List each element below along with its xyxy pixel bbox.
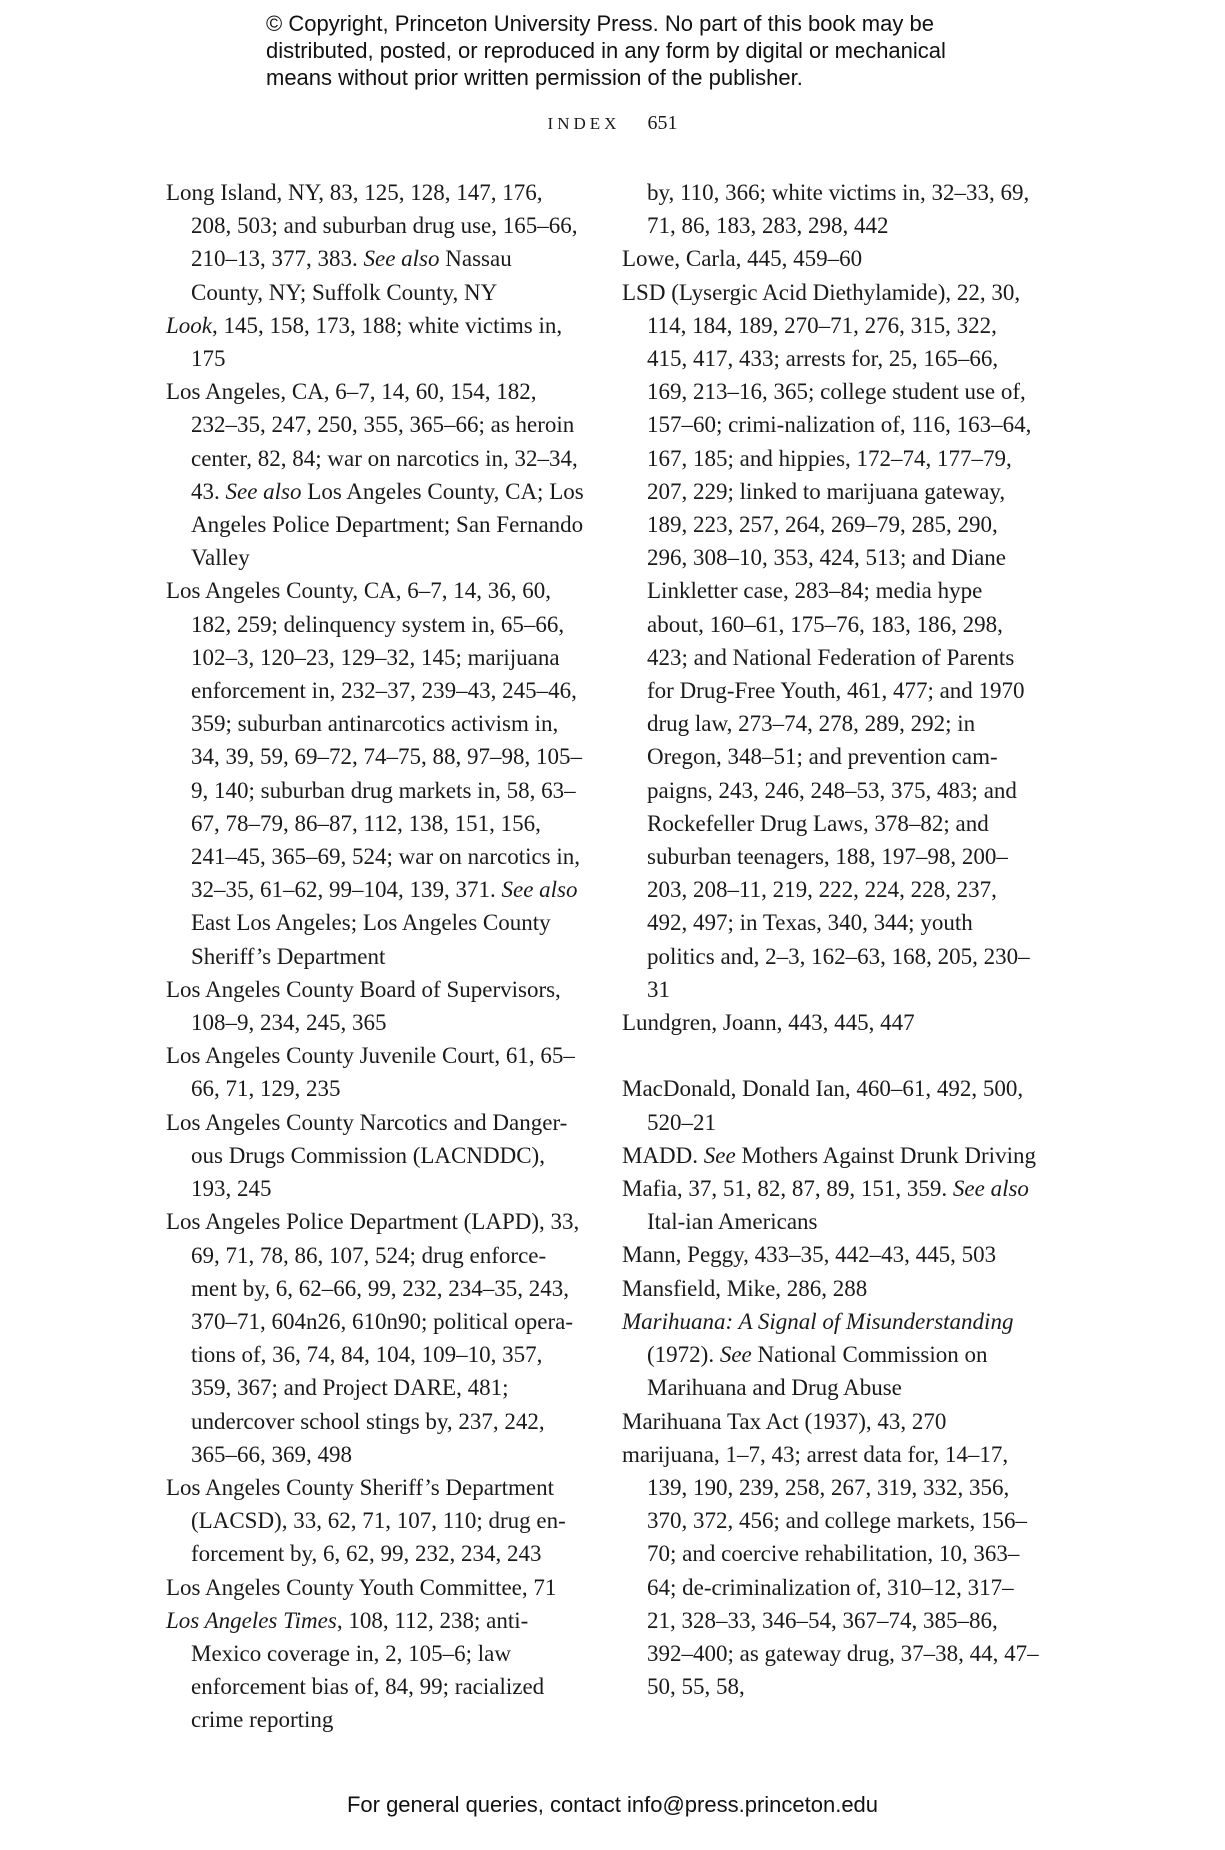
index-entry: Marihuana Tax Act (1937), 43, 270 (622, 1408, 947, 1434)
copyright-notice (266, 10, 1026, 91)
index-entry: Los Angeles Times, 108, 112, 238; anti-Mexico coverage in, 2, 105–6; law enforcement bias of, 84, 99; racialized crime reporting (166, 1607, 545, 1733)
index-entry: MADD. See Mothers Against Drunk Driving (622, 1142, 1036, 1168)
index-column-left (166, 176, 586, 1737)
index-entry: Mafia, 37, 51, 82, 87, 89, 151, 359. See also Ital-ian Americans (622, 1176, 1029, 1235)
index-entry: Lundgren, Joann, 443, 445, 447 (622, 1010, 915, 1036)
index-entry: Los Angeles, CA, 6–7, 14, 60, 154, 182, 232–35, 247, 250, 355, 365–66; as heroin center, 82, 84; war on narcotics in, 32–34, 43. See also Los Angeles County, CA; Los Angeles Police Department; San Fernando Valley (166, 379, 584, 571)
index-entry: Los Angeles County, CA, 6–7, 14, 36, 60, 182, 259; delinquency system in, 65–66, 102–3, 120–23, 129–32, 145; marijuana enforcement in, 232–37, 239–43, 245–46, 359; suburban antinarcotics activism in, 34, 39, 59, 69–72, 74–75, 88, 97–98, 105–9, 140; suburban drug markets in, 58, 63–67, 78–79, 86–87, 112, 138, 151, 156, 241–45, 365–69, 524; war on narcotics in, 32–35, 61–62, 99–104, 139, 371. See also East Los Angeles; Los Angeles County Sheriff’s Department (166, 578, 582, 969)
index-entry: MacDonald, Donald Ian, 460–61, 492, 500, 520–21 (622, 1076, 1024, 1135)
index-entry: Los Angeles County Board of Supervisors, 108–9, 234, 245, 365 (166, 976, 561, 1036)
index-entry: marijuana, 1–7, 43; arrest data for, 14–17, 139, 190, 239, 258, 267, 319, 332, 356, 370, 372, 456; and college markets, 156–70; and coercive rehabilitation, 10, 363–64; de-criminalization of, 310–12, 317–21, 328–33, 346–54, 367–74, 385–86, 392–400; as gateway drug, 37–38, 44, 47–50, 55, 58, (622, 1441, 1039, 1700)
copyright-line-1: © Copyright, Princeton University Press. No part of this book may be (266, 11, 934, 36)
running-head (0, 112, 1225, 135)
index-entry-continuation: by, 110, 366; white victims in, 32–33, 69, 71, 86, 183, 283, 298, 442 (647, 180, 1030, 239)
index-entry: Los Angeles County Juvenile Court, 61, 65–66, 71, 129, 235 (166, 1043, 575, 1102)
index-entry: Mansfield, Mike, 286, 288 (622, 1275, 868, 1301)
index-entry: Lowe, Carla, 445, 459–60 (622, 246, 863, 272)
running-head-section: INDEX (547, 114, 621, 133)
index-entry: Mann, Peggy, 433–35, 442–43, 445, 503 (622, 1242, 997, 1268)
index-entry: Marihuana: A Signal of Misunderstanding (1972). See National Commission on Marihuana and Drug Abuse (622, 1308, 1014, 1401)
copyright-line-3: means without prior written permission of the publisher. (266, 65, 803, 90)
index-entry: Long Island, NY, 83, 125, 128, 147, 176, 208, 503; and suburban drug use, 165–66, 210–13, 377, 383. See also Nassau County, NY; Suffolk County, NY (166, 180, 578, 305)
copyright-line-2: distributed, posted, or reproduced in any form by digital or mechanical (266, 38, 946, 63)
index-entry: Los Angeles County Narcotics and Danger-ous Drugs Commission (LACNDDC), 193, 245 (166, 1109, 568, 1202)
letter-section-gap (622, 1039, 1042, 1072)
index-entry: Los Angeles County Sheriff’s Department (LACSD), 33, 62, 71, 107, 110; drug en-forcement by, 6, 62, 99, 232, 234, 243 (166, 1474, 566, 1567)
footer-contact: For general queries, contact info@press.princeton.edu (346, 1792, 879, 1817)
index-column-right (622, 176, 1042, 1703)
page-number: 651 (647, 112, 678, 134)
index-entry: Los Angeles Police Department (LAPD), 33, 69, 71, 78, 86, 107, 524; drug enforce-ment by, 6, 62–66, 99, 232, 234–35, 243, 370–71, 604n26, 610n90; political opera-tions of, 36, 74, 84, 104, 109–10, 357, 359, 367; and Project DARE, 481; undercover school stings by, 237, 242, 365–66, 369, 498 (166, 1209, 580, 1467)
index-entry: Los Angeles County Youth Committee, 71 (166, 1574, 557, 1600)
index-entry: LSD (Lysergic Acid Diethylamide), 22, 30, 114, 184, 189, 270–71, 276, 315, 322, 415, 417, 433; arrests for, 25, 165–66, 169, 213–16, 365; college student use of, 157–60; crimi-nalization of, 116, 163–64, 167, 185; and hippies, 172–74, 177–79, 207, 229; linked to marijuana gateway, 189, 223, 257, 264, 269–79, 285, 290, 296, 308–10, 353, 424, 513; and Diane Linkletter case, 283–84; media hype about, 160–61, 175–76, 183, 186, 298, 423; and National Federation of Parents for Drug-Free Youth, 461, 477; and 1970 drug law, 273–74, 278, 289, 292; in Oregon, 348–51; and prevention cam-paigns, 243, 246, 248–53, 375, 483; and Rockefeller Drug Laws, 378–82; and suburban teenagers, 188, 197–98, 200–203, 208–11, 219, 222, 224, 228, 237, 492, 497; in Texas, 340, 344; youth politics and, 2–3, 162–63, 168, 205, 230–31 (622, 279, 1032, 1002)
index-entry: Look, 145, 158, 173, 188; white victims in, 175 (166, 312, 563, 372)
